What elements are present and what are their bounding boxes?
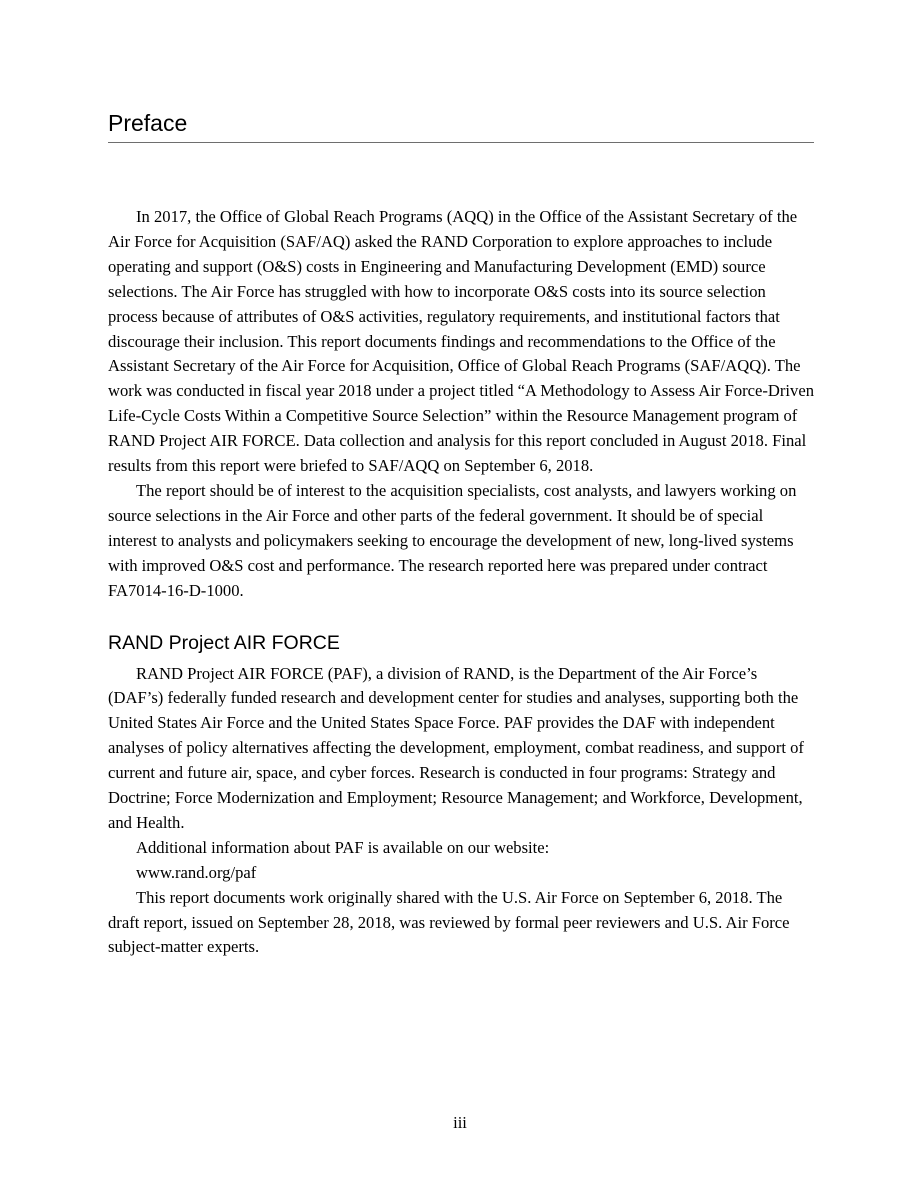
title-rule (108, 142, 814, 143)
body-text (108, 205, 814, 960)
preface-paragraph-1: In 2017, the Office of Global Reach Programs (AQQ) in the Office of the Assistant Secretary of the Air Force for Acquisition (SAF/AQ) asked the RAND Corporation to explore approaches to include operating and support (O&S) costs in Engineering and Manufacturing Development (EMD) source selections. The Air Force has struggled with how to incorporate O&S costs into its source selection process because of attributes of O&S activities, regulatory requirements, and institutional factors that discourage their inclusion. This report documents findings and recommendations to the Office of the Assistant Secretary of the Air Force for Acquisition, Office of Global Reach Programs (SAF/AQQ). The work was conducted in fiscal year 2018 under a project titled “A Methodology to Assess Air Force-Driven Life-Cycle Costs Within a Competitive Source Selection” within the Resource Management program of RAND Project AIR FORCE. Data collection and analysis for this report concluded in August 2018. Final results from this report were briefed to SAF/AQQ on September 6, 2018. (108, 207, 814, 476)
preface-paragraph-2: The report should be of interest to the acquisition specialists, cost analysts, and lawyers working on source selections in the Air Force and other parts of the federal government. It should be of special interest to analysts and policymakers seeking to encourage the development of new, long-lived systems with improved O&S cost and performance. The research reported here was prepared under contract FA7014-16-D-1000. (108, 480, 797, 600)
paf-website-link[interactable]: www.rand.org/paf (136, 862, 257, 882)
paf-paragraph-3: This report documents work originally shared with the U.S. Air Force on September 6, 2018. The draft report, issued on September 28, 2018, was reviewed by formal peer reviewers and U.S. Air Force subject-matter experts. (108, 887, 790, 957)
paf-paragraph-1: RAND Project AIR FORCE (PAF), a division of RAND, is the Department of the Air Force’s (DAF’s) federally funded research and development center for studies and analyses, supporting both the United States Air Force and the United States Space Force. PAF provides the DAF with independent analyses of policy alternatives affecting the development, employment, combat readiness, and support of current and future air, space, and cyber forces. Research is conducted in four programs: Strategy and Doctrine; Force Modernization and Employment; Resource Management; and Workforce, Development, and Health. (108, 663, 804, 832)
paf-paragraph-2: Additional information about PAF is available on our website: (136, 837, 550, 857)
page-number: iii (453, 1113, 467, 1132)
title-block (108, 110, 814, 143)
paf-section-heading: RAND Project AIR FORCE (108, 631, 340, 654)
page-title: Preface (108, 110, 188, 136)
